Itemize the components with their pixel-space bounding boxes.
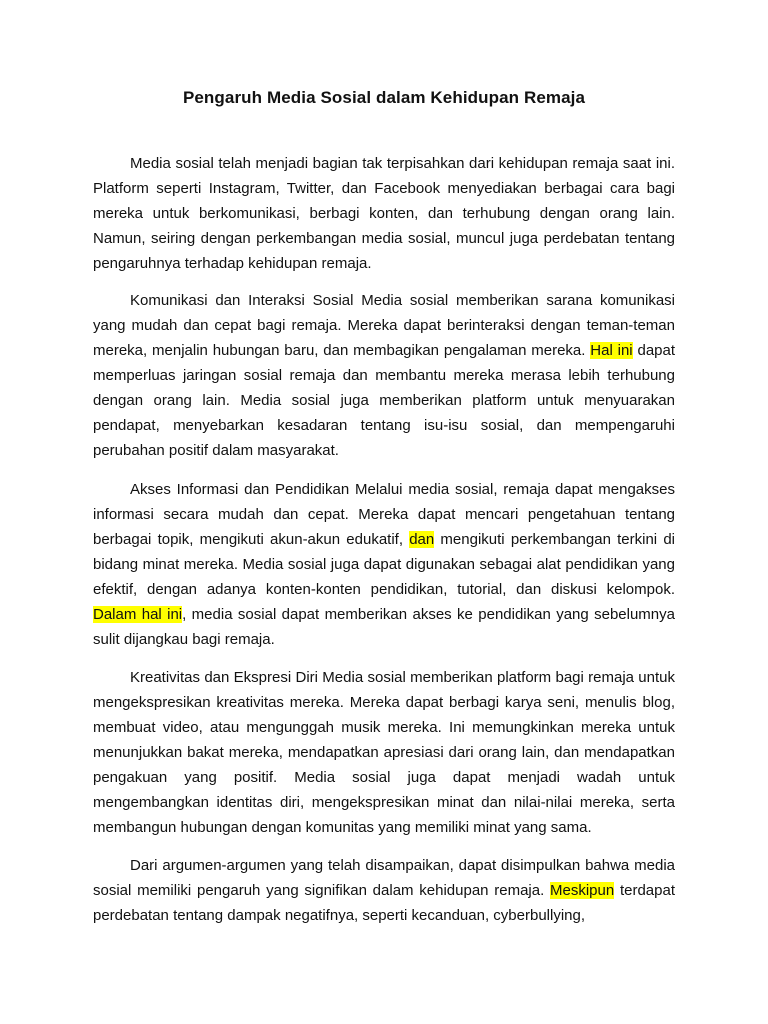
text-segment: Komunikasi dan Interaksi Sosial Media sosial memberikan sarana komunikasi yang mudah dan cepat bagi remaja. Mereka dapat berinteraksi dengan teman-teman mereka, menjalin hubungan baru, dan membagikan pengalaman mereka. <box>93 292 675 359</box>
paragraph-creativity <box>93 665 675 840</box>
text-segment: Media sosial telah menjadi bagian tak terpisahkan dari kehidupan remaja saat ini. Platform seperti Instagram, Twitter, dan Facebook menyediakan berbagai cara bagi mereka untuk berkomunikasi, berbagi konten, dan terhubung dengan orang lain. Namun, seiring dengan perkembangan media sosial, muncul juga perdebatan tentang pengaruhnya terhadap kehidupan remaja. <box>93 155 675 272</box>
paragraph-intro <box>93 151 675 276</box>
document-title: Pengaruh Media Sosial dalam Kehidupan Remaja <box>182 88 586 107</box>
text-segment: , media sosial dapat memberikan akses ke pendidikan yang sebelumnya sulit dijangkau bagi remaja. <box>93 606 675 648</box>
text-segment: Kreativitas dan Ekspresi Diri Media sosial memberikan platform bagi remaja untuk mengekspresikan kreativitas mereka. Mereka dapat berbagi karya seni, menulis blog, membuat video, atau mengunggah musik mereka. Ini memungkinkan mereka untuk menunjukkan bakat mereka, mendapatkan apresiasi dari orang lain, dan mendapatkan pengakuan yang positif. Media sosial juga dapat menjadi wadah untuk mengembangkan identitas diri, mengekspresikan minat dan nilai-nilai mereka, serta membangun hubungan dengan komunitas yang memiliki minat yang sama. <box>93 669 675 836</box>
text-segment: Dari argumen-argumen yang telah disampaikan, dapat disimpulkan bahwa media sosial memiliki pengaruh yang signifikan dalam kehidupan remaja. <box>93 857 675 899</box>
paragraph-information-access <box>93 477 675 652</box>
highlighted-text: Meskipun <box>550 882 615 899</box>
text-segment: mengikuti perkembangan terkini di bidang minat mereka. Media sosial juga dapat digunakan sebagai alat pendidikan yang efektif, dengan adanya konten-konten pendidikan, tutorial, dan diskusi kelompok. <box>93 531 675 598</box>
highlighted-text: dan <box>409 531 435 548</box>
text-segment: dapat memperluas jaringan sosial remaja dan membantu mereka merasa lebih terhubung dengan orang lain. Media sosial juga memberikan platform untuk menyuarakan pendapat, menyebarkan kesadaran tentang isu-isu sosial, dan mempengaruhi perubahan positif dalam masyarakat. <box>93 342 676 459</box>
highlighted-text: Dalam hal ini <box>93 606 183 623</box>
paragraph-conclusion <box>93 853 675 928</box>
paragraph-communication <box>93 288 675 463</box>
highlighted-text: Hal ini <box>590 342 633 359</box>
text-segment: terdapat perdebatan tentang dampak negatifnya, seperti kecanduan, cyberbullying, <box>93 882 676 924</box>
text-segment: Akses Informasi dan Pendidikan Melalui media sosial, remaja dapat mengakses informasi secara mudah dan cepat. Mereka dapat mencari pengetahuan tentang berbagai topik, mengikuti akun-akun edukatif, <box>93 481 675 548</box>
